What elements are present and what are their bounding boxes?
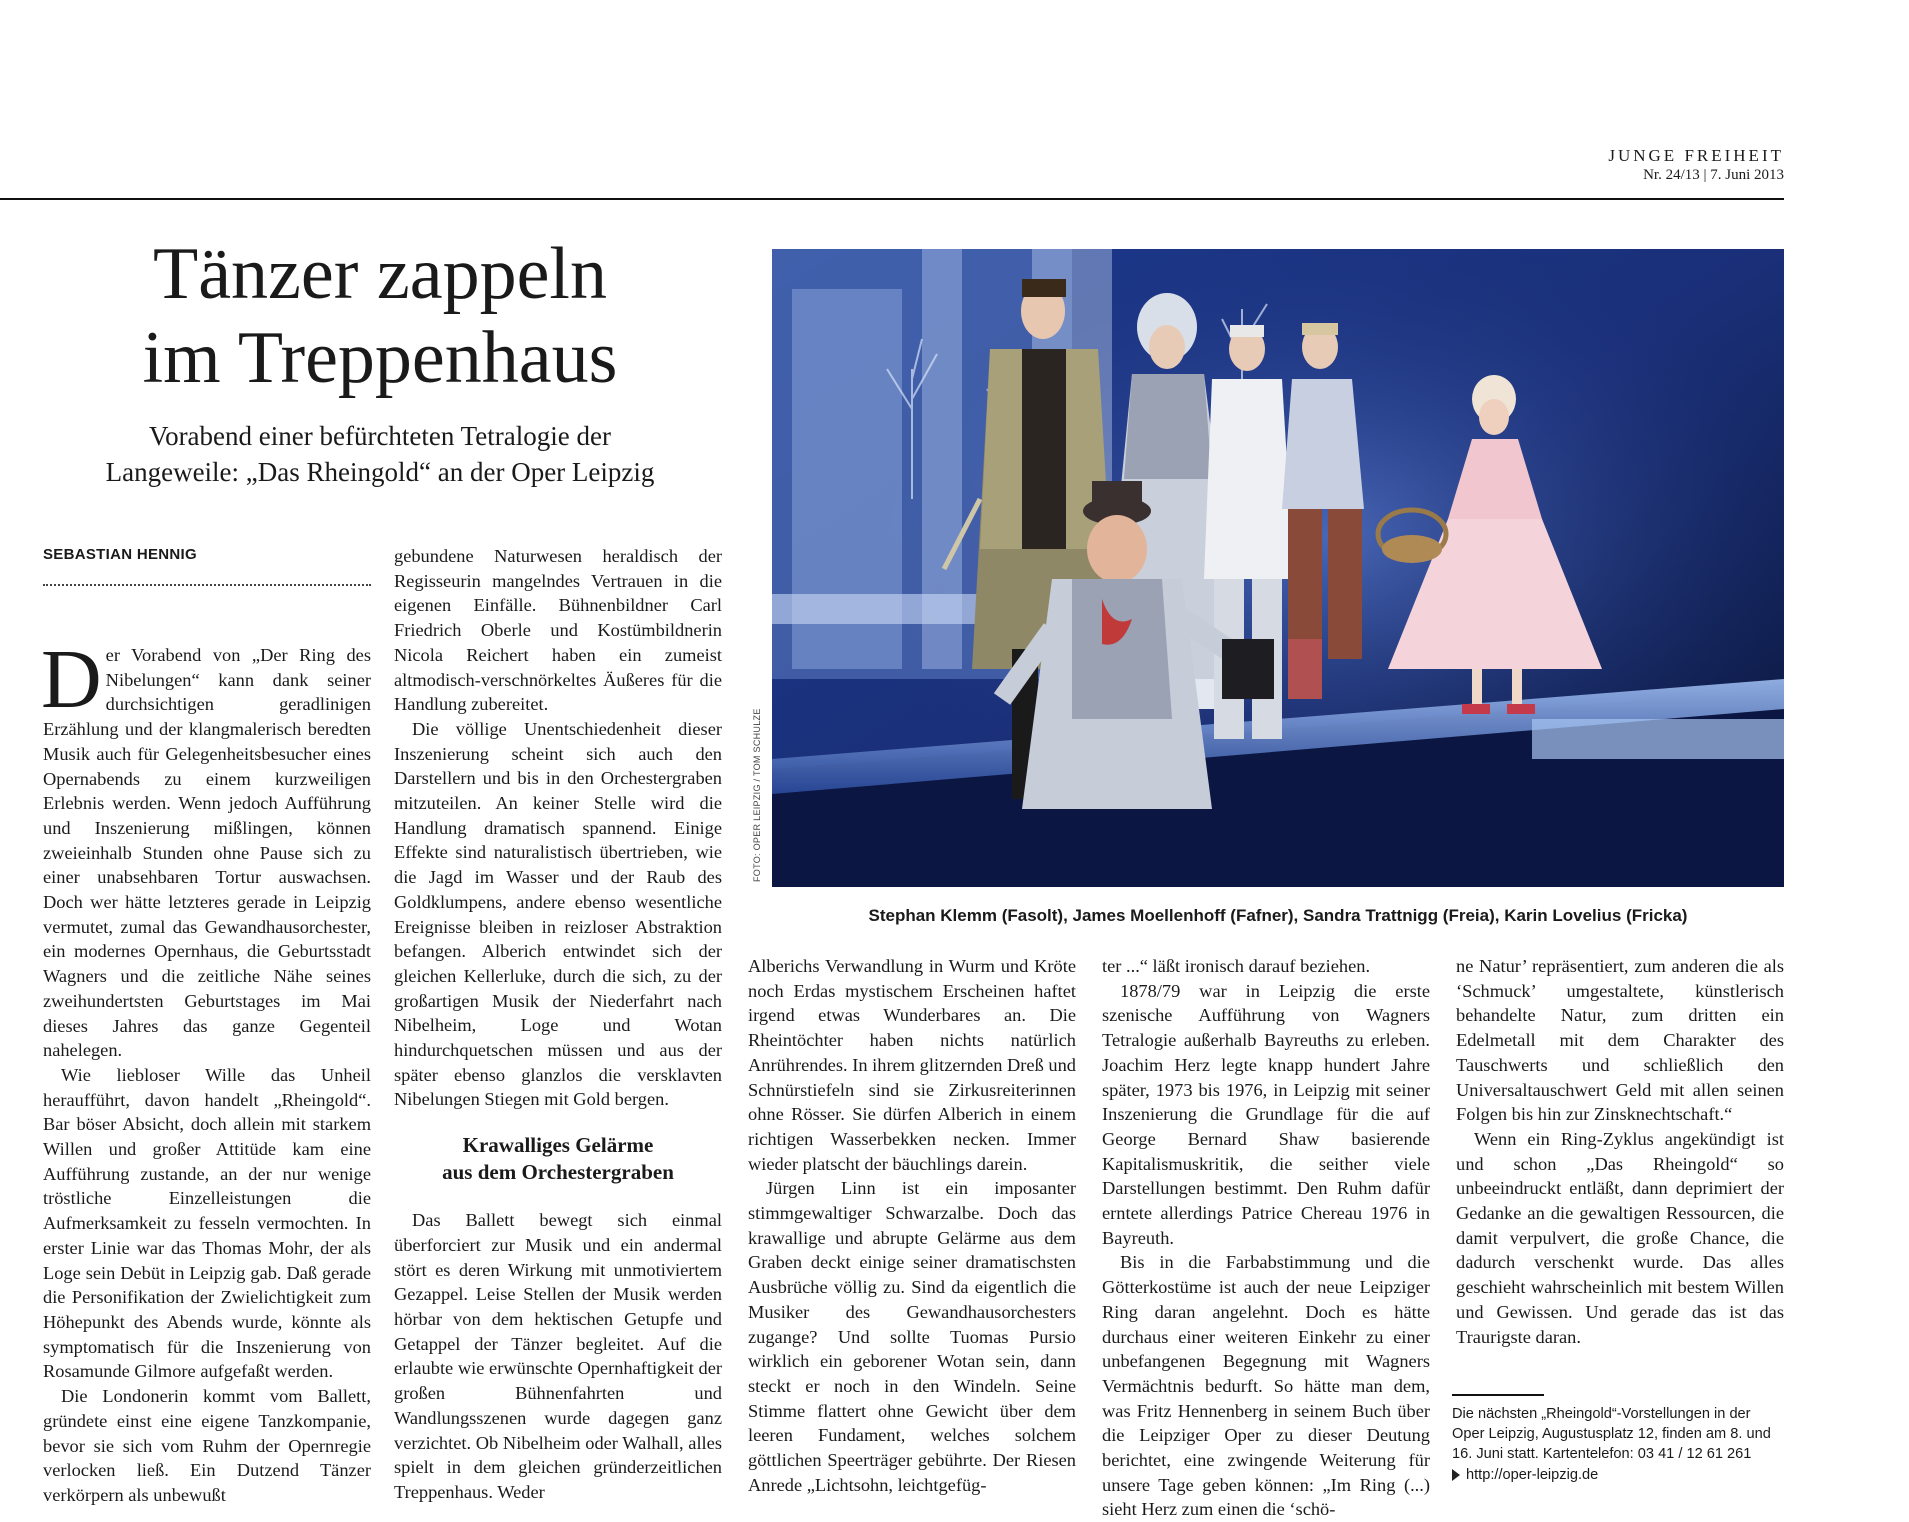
issue-date: Nr. 24/13 | 7. Juni 2013 xyxy=(1643,167,1784,183)
article-paragraph: ne Natur’ repräsentiert, zum anderen die als ‘Schmuck’ umgestaltete, künstlerisch behandelte Natur, zum dritten ein Edelmetall mit dem Charakter des Tauschwerts und schließlich den Universaltauschwert Geld mit allen seinen Folgen bis hin zur Zinsknechtschaft.“ xyxy=(1456,956,1784,1125)
subhead-line-2: Langeweile: „Das Rheingold“ an der Oper Leipzig xyxy=(105,457,655,487)
article-paragraph: Die völlige Unentschiedenheit dieser Inszenierung scheint sich auch den Darstellern und bis in den Orchestergraben mitzuteilen. An keiner Stelle wird die Handlung dramatisch spannend. Einige Effekte sind naturalistisch übertrieben, wie die Jagd im Wasser und der Raub des Goldklumpens, andere ebenso wesentliche Ereignisse bleiben in reizloser Abstraktion befangen. Alberich entwindet sich der gleichen Kellerluke, durch die sich, zu der großartigen Musik der Niederfahrt nach Nibelheim, Loge und Wotan hindurchquetschen müssen und aus der später ebenso glanzlos die versklavten Nibelungen Stiegen mit Gold bergen. xyxy=(394,718,722,1110)
article-column-5 xyxy=(1456,954,1784,1349)
article-paragraph: Alberichs Verwandlung in Wurm und Kröte noch Erdas mystischem Erscheinen haftet irgend etwas Wunderbares an. Die Rheintöchter haben nichts natürlich Anrührendes. In ihrem glitzernden Dreß und Schnürstiefeln sind sie Zirkusreiterinnen ohne Rösser. Sie dürfen Alberich in einem richtigen Wasserbekken necken. Immer wieder platscht der bäuchlings darein. xyxy=(748,956,1076,1174)
article-column-3 xyxy=(748,954,1076,1497)
article-column-1 xyxy=(41,633,371,1508)
article-paragraph: Wie liebloser Wille das Unheil heraufführt, davon handelt „Rheingold“. Bar böser Absicht, doch allein mit starkem Willen und großer Attitüde kam eine Aufführung zustande, an der nur wenige tröstliche Einzelleistungen die Aufmerksamkeit zu fesseln vermochten. In erster Linie war das Thomas Mohr, der als Loge sein Debüt in Leipzig gab. Daß gerade die Personifikation der Zwielichtigkeit zum Höhepunkt des Abends wurde, könnte als symptomatisch für die Inszenierung von Rosamunde Gilmore aufgefaßt werden. xyxy=(43,1064,371,1382)
article-paragraph: ter ...“ läßt ironisch darauf beziehen. xyxy=(1102,956,1371,976)
article-paragraph: gebundene Naturwesen heraldisch der Regisseurin mangelndes Vertrauen in die eigenen Einfälle. Bühnenbildner Carl Friedrich Oberle und Kostümbildnerin Nicola Reichert haben ein zumeist altmodisch-verschnörkeltes Äußeres für die Handlung zubereitet. xyxy=(394,546,722,715)
article-column-4 xyxy=(1102,954,1430,1522)
performance-info-text: Die nächsten „Rheingold“-Vorstellungen in der Oper Leipzig, Augustusplatz 12, finden am 8. und 16. Juni statt. Kartentelefon: 03 41 / 12 61 261 xyxy=(1452,1406,1771,1462)
info-box-rule xyxy=(1452,1394,1544,1396)
drop-cap: D xyxy=(41,633,102,726)
article-column-2 xyxy=(394,544,722,1505)
website-link[interactable]: http://oper-leipzig.de xyxy=(1466,1467,1599,1483)
article-paragraph: Der Vorabend von „Der Ring des Nibelungen“ kann dank seiner durchsichtigen geradlinigen Erzählung und der klangmalerisch beredten Musik auch für Gelegenheitsbesucher eines Opernabends zu einem kurzweiligen Erlebnis werden. Wenn jedoch Aufführung und Inszenierung mißlingen, können zweieinhalb Stunden ohne Pause sich zu einer unabsehbaren Tortur auswachsen. Doch wer hätte letzteres gerade in Leipzig vermutet, zumal das Gewandhausorchester, ein modernes Opernhaus, die Geburtsstadt Wagners und die zeitliche Nähe seines zweihundertsten Geburtstages im Mai dieses Jahres das ganze Gegenteil nahelegen. xyxy=(41,633,371,1061)
website-link-row[interactable] xyxy=(1452,1465,1784,1485)
byline-rule xyxy=(43,584,371,586)
article-paragraph: Das Ballett bewegt sich einmal überforciert zur Musik und ein andermal stört es deren Wirkung mit unmotiviertem Gezappel. Leise Stellen der Musik werden hörbar von dem hektischen Getupfe und Getappel der Tänzer begleitet. Auf die erlaubte wie erwünschte Opernhaftigkeit der großen Bühnenfahrten und Wandlungsszenen wurde dagegen ganz verzichtet. Ob Nibelheim oder Walhall, alles spielt in dem gleichen gründerzeitlichen Treppenhaus. Weder xyxy=(394,1210,722,1502)
subhead-line-1: Vorabend einer befürchteten Tetralogie der xyxy=(149,421,611,451)
article-paragraph: 1878/79 war in Leipzig die erste szenische Aufführung von Wagners Tetralogie außerhalb Bayreuths zu erleben. Joachim Herz legte knapp hundert Jahre später, 1973 bis 1976, in Leipzig mit seiner Inszenierung die Grundlage für die auf George Bernard Shaw basierende Kapitalismuskritik, die seither viele Darstellungen bestimmt. Den Ruhm dafür erntete allerdings Patrice Chereau 1976 in Bayreuth. xyxy=(1102,980,1430,1248)
article-headline xyxy=(40,232,720,400)
photo-credit: FOTO: OPER LEIPZIG / TOM SCHULZE xyxy=(752,708,762,882)
article-paragraph: Bis in die Farbabstimmung und die Götterkostüme ist auch der neue Leipziger Ring daran angelehnt. Doch es hätte durchaus einer weiteren Einkehr zu einer unbefangenen Begegnung mit Wagners Vermächtnis bedurft. So hätte man dem, was Fritz Hennenberg in seinem Buch über die Leipziger Oper zu dieser Deutung berichtet, eine zwingende Weiterung für unsere Tage geben können: „Im Ring (...) sieht Herz zum einen die ‘schö- xyxy=(1102,1252,1430,1520)
performance-info-box xyxy=(1452,1394,1784,1485)
newspaper-name: JUNGE FREIHEIT xyxy=(1608,146,1784,165)
arrow-right-icon xyxy=(1452,1469,1460,1481)
header-rule xyxy=(0,198,1784,200)
stage-photo xyxy=(772,249,1784,887)
article-paragraph: Wenn ein Ring-Zyklus angekündigt ist und schon „Das Rheingold“ so unbeeindruckt entläßt, dann deprimiert der Gedanke an die gewaltigen Ressourcen, die damit verpulvert, die große Chance, die dadurch verschenkt wurde. Das alles geschieht wahrscheinlich mit bestem Willen und Gewissen. Und gerade das ist das Traurigste daran. xyxy=(1456,1128,1784,1347)
stage-photo-illustration xyxy=(772,249,1784,887)
photo-caption: Stephan Klemm (Fasolt), James Moellenhoff (Fafner), Sandra Trattnigg (Freia), Karin Lovelius (Fricka) xyxy=(868,906,1688,925)
headline-line-1: Tänzer zappeln xyxy=(153,233,607,315)
article-paragraph: Jürgen Linn ist ein imposanter stimmgewaltiger Schwarzalbe. Doch das krawallige und abrupte Gelärme aus dem Graben deckt einige seiner dramatischsten Ausbrüche völlig zu. Sind da eigentlich die Musiker des Gewandhausorchesters zugange? Und sollte Tuomas Pursio wirklich ein geborener Wotan sein, dann steckt er noch in den Windeln. Seine Stimme flattert ohne Gewicht über dem leeren Fundament, welches solchem göttlichen Speerträger gebührte. Der Riesen Anrede „Lichtsohn, leichtgefüg- xyxy=(748,1178,1076,1495)
article-subhead xyxy=(40,418,720,490)
article-paragraph: Die Londonerin kommt vom Ballett, gründete einst eine eigene Tanzkompanie, bevor sie sich vom Ruhm der Opernregie verlocken ließ. Ein Dutzend Tänzer verkörpern als unbewußt xyxy=(43,1386,371,1505)
author-byline: SEBASTIAN HENNIG xyxy=(43,546,197,563)
masthead xyxy=(1608,146,1784,184)
section-heading: Krawalliges Gelärme aus dem Orchestergraben xyxy=(442,1133,674,1185)
headline-line-2: im Treppenhaus xyxy=(142,317,618,399)
